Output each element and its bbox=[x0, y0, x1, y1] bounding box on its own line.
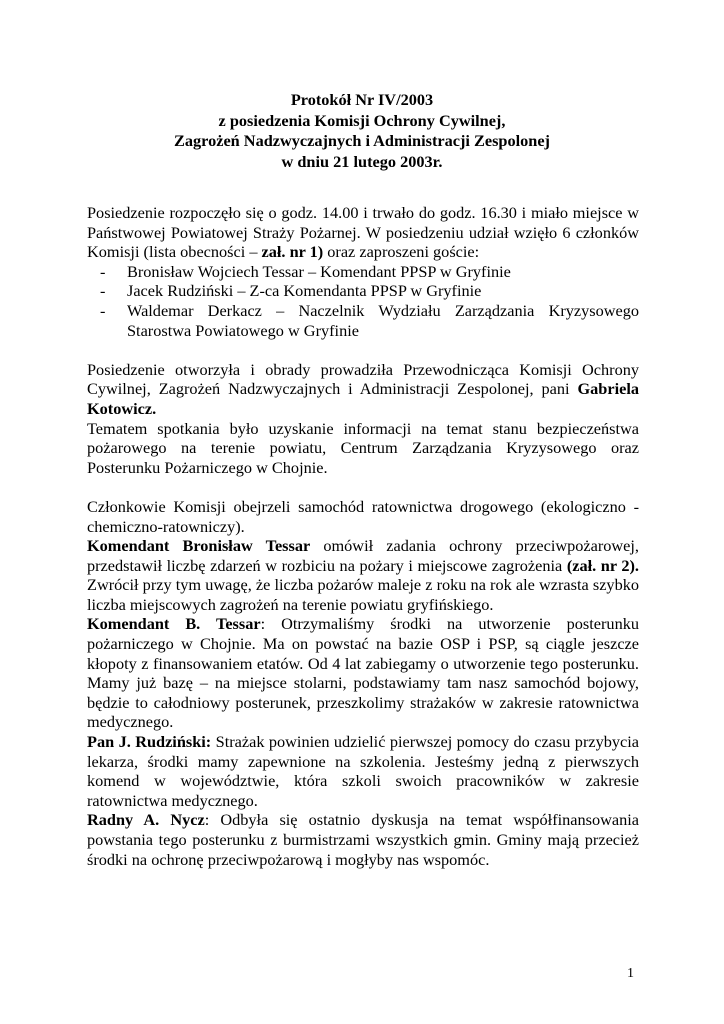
rudzinski-paragraph bbox=[87, 732, 639, 810]
tessar-paragraph-2 bbox=[87, 614, 639, 732]
guest-name: Waldemar Derkacz – Naczelnik Wydziału Zarządzania Kryzysowego Starostwa Powiatowego w Gryfinie bbox=[127, 300, 639, 340]
topic-paragraph: Tematem spotkania było uzyskanie informacji na temat stanu bezpieczeństwa pożarowego na terenie powiatu, Centrum Zarządzania Kryzysowego oraz Posterunku Pożarniczego w Chojnie. bbox=[87, 418, 639, 477]
list-item bbox=[87, 262, 639, 282]
speaker-name: Pan J. Rudziński: bbox=[87, 732, 212, 752]
title-line-1: Protokół Nr IV/2003 bbox=[290, 90, 434, 109]
speech-text: Strażak powinien udzielić pierwszej pomocy do czasu przybycia lekarza, środki mamy zapewnione na szkolenia. Jesteśmy jedną z pierwszych komend w województwie, która szkoli swoich pracowników w zakresie ratownictwa medycznego. bbox=[87, 732, 639, 810]
guest-list bbox=[87, 262, 639, 340]
speech-tail: Zwrócił przy tym uwagę, że liczba pożarów maleje z roku na rok ale wzrasta szybko liczba miejscowych zagrożeń na terenie powiatu gryfińskiego. bbox=[87, 575, 639, 614]
opening-paragraph bbox=[87, 360, 639, 419]
tessar-paragraph-1 bbox=[87, 536, 639, 614]
guest-name: Jacek Rudziński – Z-ca Komendanta PPSP w Gryfinie bbox=[127, 281, 482, 301]
intro-tail: oraz zaproszeni goście: bbox=[323, 242, 480, 262]
title-line-3: Zagrożeń Nadzwyczajnych i Administracji Zespolonej bbox=[174, 131, 550, 150]
document-title bbox=[80, 90, 644, 172]
speech-text: : Otrzymaliśmy środki na utworzenie posterunku pożarniczego w Chojnie. Ma on powstać na bazie OSP i PSP, są ciągle jeszcze kłopoty z finansowaniem etatów. Od 4 lat zabiegamy o utworzenie tego posterunku. Mamy już bazę – na miejsce stolarni, podstawiamy tam nasz samochód bojowy, będzie to całodniowy posterunek, przeszkolimy strażaków w zakresie ratownictwa medycznego. bbox=[87, 614, 639, 732]
title-line-2: z posiedzenia Komisji Ochrony Cywilnej, bbox=[218, 110, 506, 130]
page-number: 1 bbox=[627, 966, 634, 981]
speech-text: omówił zadania ochrony przeciwpożarowej, przedstawił liczbę zdarzeń w rozbiciu na pożary i miejscowe zagrożenia bbox=[87, 536, 639, 575]
inspection-paragraph: Członkowie Komisji obejrzeli samochód ratownictwa drogowego (ekologiczno -chemiczno-ratowniczy). bbox=[87, 496, 639, 536]
title-line-4: w dniu 21 lutego 2003r. bbox=[281, 151, 443, 171]
speaker-name: Komendant Bronisław Tessar bbox=[87, 536, 311, 556]
speaker-name: Radny A. Nycz bbox=[87, 810, 205, 830]
guest-name: Bronisław Wojciech Tessar – Komendant PPSP w Gryfinie bbox=[127, 261, 511, 281]
list-item bbox=[87, 301, 639, 340]
intro-text: Posiedzenie rozpoczęło się o godz. 14.00 i trwało do godz. 16.30 i miało miejsce w Państwowej Powiatowej Straży Pożarnej. W posiedzeniu udział wzięło 6 członków Komisji (lista obecności – bbox=[87, 203, 639, 262]
list-item bbox=[87, 281, 639, 301]
list-dash: - bbox=[100, 281, 106, 301]
opening-text: Posiedzenie otworzyła i obrady prowadziła Przewodnicząca Komisji Ochrony Cywilnej, Zagrożeń Nadzwyczajnych i Administracji Zespolonej, pani bbox=[87, 359, 639, 399]
nycz-paragraph bbox=[87, 810, 639, 869]
speech-text: : Odbyła się ostatnio dyskusja na temat współfinansowania powstania tego posterunku z burmistrzami wszystkich gmin. Gminy mają przecież środki na ochronę przeciwpożarową i mogłyby nas wspomóc. bbox=[87, 810, 639, 869]
intro-paragraph bbox=[87, 203, 639, 262]
list-dash: - bbox=[100, 261, 106, 281]
document-body bbox=[87, 203, 639, 869]
attachment-ref: (zał. nr 2). bbox=[566, 555, 639, 575]
list-dash: - bbox=[100, 300, 106, 320]
speaker-name: Komendant B. Tessar bbox=[87, 614, 261, 634]
intro-attachment-ref: zał. nr 1) bbox=[261, 242, 324, 262]
chairperson-name: Gabriela Kotowicz. bbox=[87, 379, 639, 418]
